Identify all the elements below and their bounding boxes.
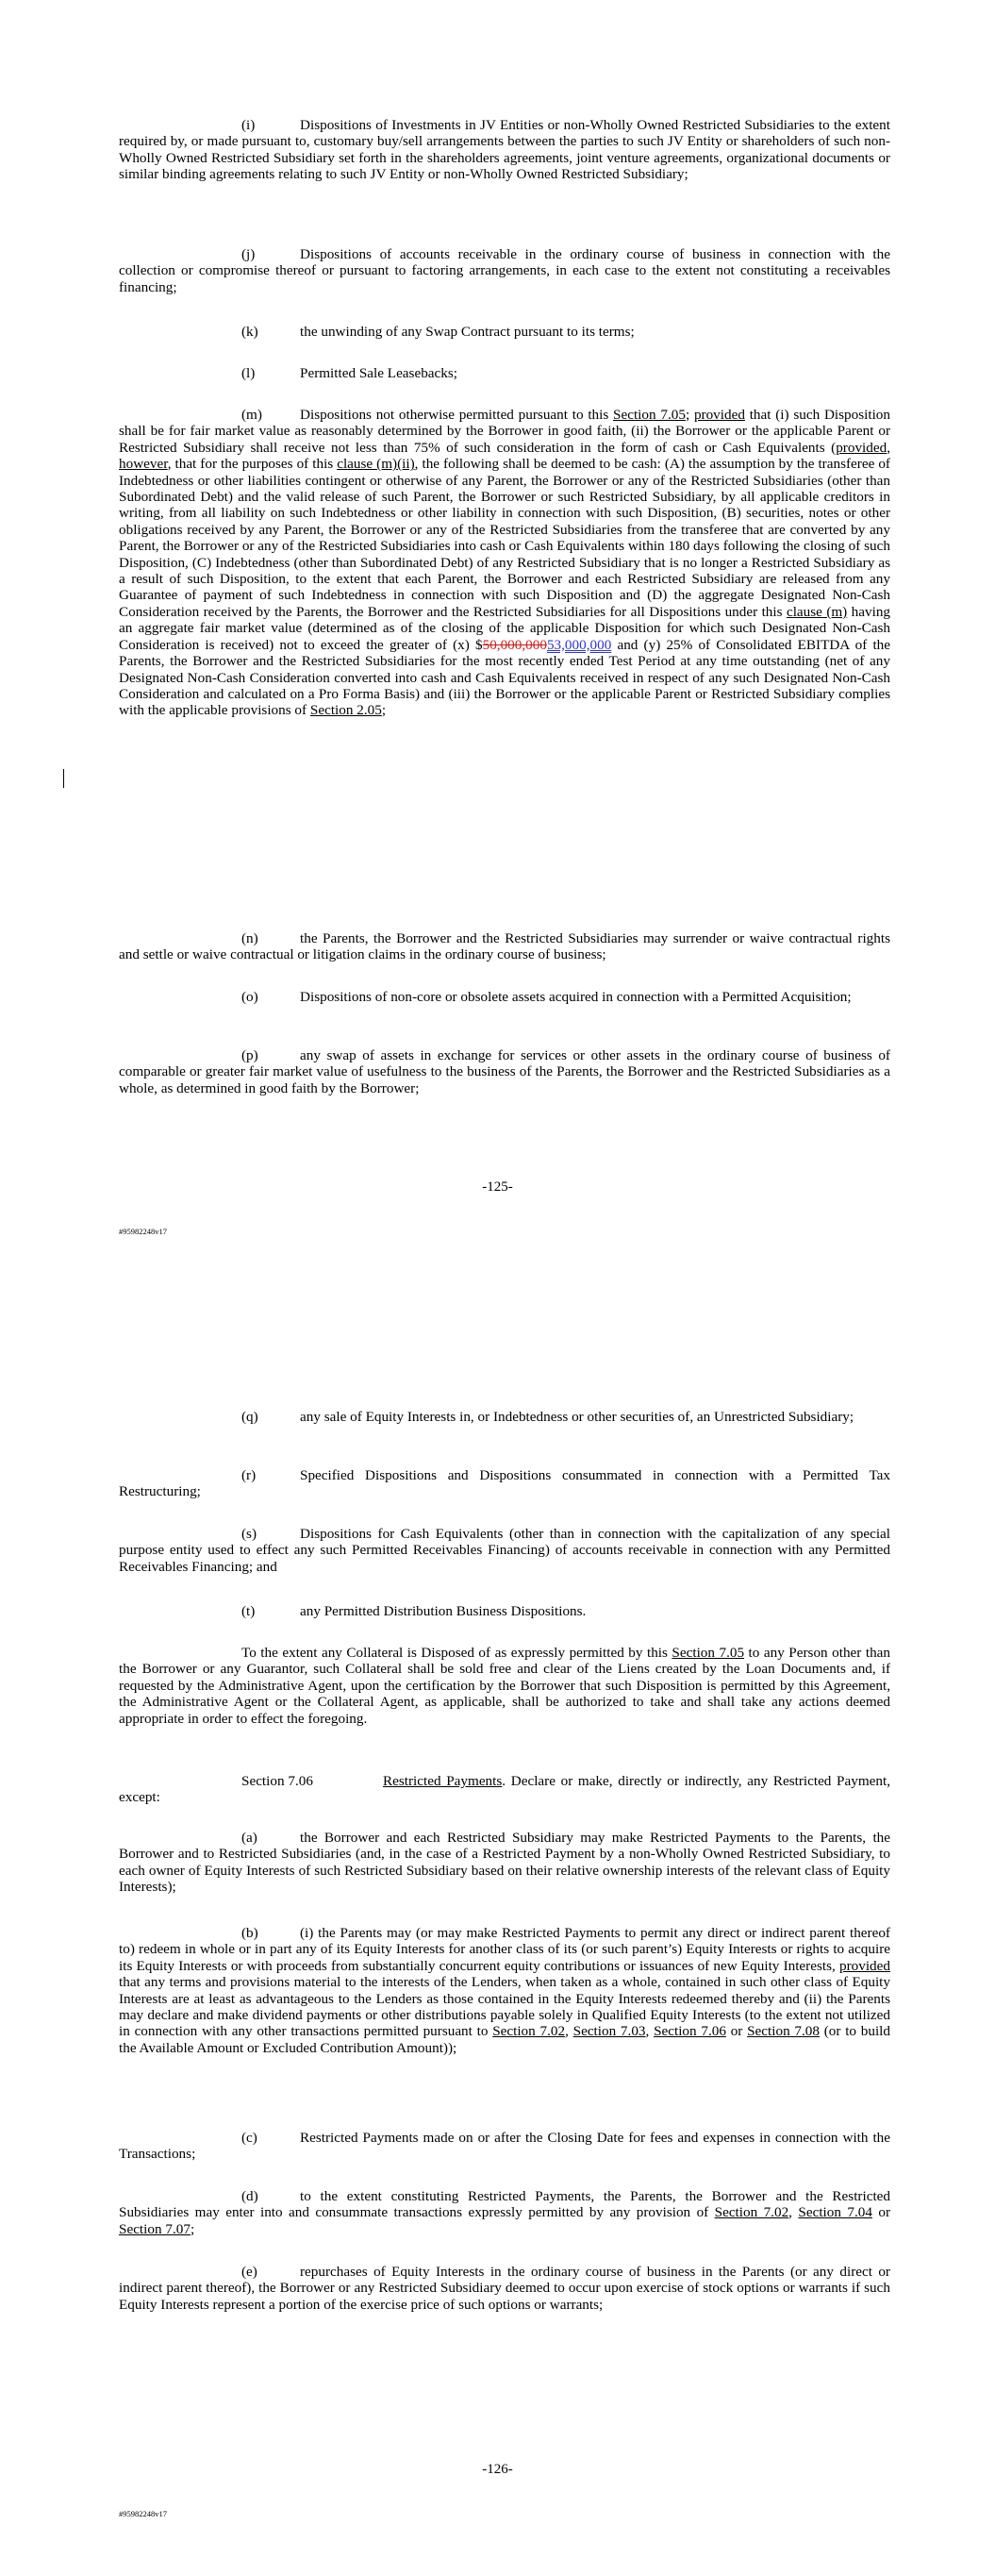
paragraph-t: (t) any Permitted Distribution Business Dispositions. <box>241 1603 587 1619</box>
document-id: #95982248v17 <box>119 2509 167 2518</box>
paragraph-d: (d) to the extent constituting Restricted Payments, the Parents, the Borrower and the Restricted Subsidiaries may enter into and consummate transactions expressly permitted by any provision of Section 7.02, Section 7.04 or Section 7.07; <box>119 2188 890 2237</box>
section-number: Section 7.06 <box>241 1773 313 1789</box>
page-number: -125- <box>482 1179 513 1195</box>
section-7-06-heading: Section 7.06 Restricted Payments. Declare or make, directly or indirectly, any Restricted Payment, except: <box>119 1773 890 1806</box>
paragraph-collateral-release: To the extent any Collateral is Disposed of as expressly permitted by this Section 7.05 to any Person other than the Borrower or any Guarantor, such Collateral shall be sold free and clear of the Liens created by the Loan Documents and, if requested by the Administrative Agent, upon the certification by the Borrower that such Disposition is permitted by this Agreement, the Administrative Agent or the Collateral Agent, as applicable, shall be authorized to take and shall take any actions deemed appropriate in order to effect the foregoing. <box>119 1645 890 1727</box>
provided-term: provided <box>836 439 887 456</box>
paragraph-e: (e) repurchases of Equity Interests in the ordinary course of business in the Parents (or any direct or indirect parent thereof), the Borrower or any Restricted Subsidiary deemed to occur upon exercise of stock options or warrants if such Equity Interests represent a portion of the exercise price of such options or warrants; <box>119 2264 890 2313</box>
section-7-06-reference: Section 7.06 <box>654 2023 726 2040</box>
deleted-amount: 50,000,000 <box>482 636 547 653</box>
section-7-05-reference: Section 7.05 <box>613 407 686 423</box>
paragraph-b: (b) (i) the Parents may (or may make Restricted Payments to permit any direct or indirect parent thereof to) redeem in whole or in part any of its Equity Interests for another class of its (or such parent’s) Equity Interests or rights to acquire its Equity Interests or with proceeds from substantially concurrent equity contributions or issuances of new Equity Interests, provided that any terms and provisions material to the interests of the Lenders, when taken as a whole, contained in such other class of Equity Interests are at least as advantageous to the Lenders as those contained in the Equity Interests redeemed thereby and (ii) the Parents may declare and make dividend payments or other distributions payable solely in Qualified Equity Interests (to the extent not utilized in connection with any other transactions permitted pursuant to Section 7.02, Section 7.03, Section 7.06 or Section 7.08 (or to build the Available Amount or Excluded Contribution Amount)); <box>119 1925 890 2056</box>
document-id: #95982248v17 <box>119 1227 167 1236</box>
paragraph-k: (k) the unwinding of any Swap Contract pursuant to its terms; <box>241 324 635 340</box>
however-term: however <box>119 456 168 473</box>
paragraph-p: (p) any swap of assets in exchange for services or other assets in the ordinary course of business of comparable or greater fair market value of usefulness to the business of the Parents, the Borrower and the Restricted Subsidiaries as a whole, as determined in good faith by the Borrower; <box>119 1047 890 1096</box>
paragraph-i: (i) Dispositions of Investments in JV Entities or non-Wholly Owned Restricted Subsidiaries to the extent required by, or made pursuant to, customary buy/sell arrangements between the parties to such JV Entity or shareholders of such non-Wholly Owned Restricted Subsidiary set forth in the shareholders agreements, joint venture agreements, organizational documents or similar binding agreements relating to such JV Entity or non-Wholly Owned Restricted Subsidiary; <box>119 117 890 183</box>
section-7-07-reference: Section 7.07 <box>119 2220 191 2237</box>
section-title: Restricted Payments <box>383 1773 503 1789</box>
page-number: -126- <box>482 2462 513 2477</box>
section-7-02-reference: Section 7.02 <box>492 2023 566 2040</box>
paragraph-q: (q) any sale of Equity Interests in, or Indebtedness or other securities of, an Unrestricted Subsidiary; <box>241 1409 854 1425</box>
change-bar <box>63 769 64 788</box>
section-7-08-reference: Section 7.08 <box>747 2023 820 2040</box>
section-7-02-reference: Section 7.02 <box>714 2204 789 2221</box>
inserted-amount: 53,000,000 <box>546 636 612 653</box>
paragraph-o: (o) Dispositions of non-core or obsolete assets acquired in connection with a Permitted Acquisition; <box>241 989 852 1005</box>
paragraph-a: (a) the Borrower and each Restricted Subsidiary may make Restricted Payments to the Parents, the Borrower and to Restricted Subsidiaries (and, in the case of a Restricted Payment by a non-Wholly Owned Restricted Subsidiary, to each owner of Equity Interests of such Restricted Subsidiary based on their relative ownership interests of the relevant class of Equity Interests); <box>119 1830 890 1896</box>
provided-term: provided <box>839 1957 890 1974</box>
paragraph-s: (s) Dispositions for Cash Equivalents (other than in connection with the capitalization of any special purpose entity used to effect any such Permitted Receivables Financing) of accounts receivable in connection with any Permitted Receivables Financing; and <box>119 1526 890 1575</box>
paragraph-l: (l) Permitted Sale Leasebacks; <box>241 365 458 381</box>
provided-term: provided <box>693 407 745 423</box>
section-7-03-reference: Section 7.03 <box>572 2023 646 2040</box>
section-7-05-reference: Section 7.05 <box>672 1645 745 1661</box>
paragraph-m: (m) Dispositions not otherwise permitted pursuant to this Section 7.05; provided that (i) such Disposition shall be for fair market value as reasonably determined by the Borrower in good faith, (ii) the Borrower or the applicable Parent or Restricted Subsidiary shall receive not less than 75% of such consideration in the form of cash or Cash Equivalents (provided, however, that for the purposes of this clause (m)(ii), the following shall be deemed to be cash: (A) the assumption by the transferee of Indebtedness or other liabilities contingent or otherwise of any Parent, the Borrower or any of the Restricted Subsidiaries (other than Subordinated Debt) and the valid release of such Parent, the Borrower or such Restricted Subsidiary, by all applicable creditors in writing, from all liability on such Indebtedness or other liability in connection with such Disposition, (B) securities, notes or other obligations received by any Parent, the Borrower or any of the Restricted Subsidiaries from the transferee that are converted by any Parent, the Borrower or any of the Restricted Subsidiaries into cash or Cash Equivalents within 180 days following the closing of such Disposition, (C) Indebtedness (other than Subordinated Debt) of any Restricted Subsidiary that is no longer a Restricted Subsidiary as a result of such Disposition, to the extent that each Parent, the Borrower and each Restricted Subsidiary are released from any Guarantee of payment of such Indebtedness in connection with such Disposition and (D) the aggregate Designated Non-Cash Consideration received by the Parents, the Borrower and the Restricted Subsidiaries for all Dispositions under this clause (m) having an aggregate fair market value (determined as of the closing of the applicable Disposition for which such Designated Non-Cash Consideration is received) not to exceed the greater of (x) $50,000,00053,000,000 and (y) 25% of Consolidated EBITDA of the Parents, the Borrower and the Restricted Subsidiaries for the most recently ended Test Period at any time outstanding (net of any Designated Non-Cash Consideration converted into cash and Cash Equivalents received in respect of any such Designated Non-Cash Consideration and calculated on a Pro Forma Basis) and (iii) the Borrower or the applicable Parent or Restricted Subsidiary complies with the applicable provisions of Section 2.05; <box>119 407 891 719</box>
paragraph-c: (c) Restricted Payments made on or after the Closing Date for fees and expenses in connection with the Transactions; <box>119 2130 890 2163</box>
page-126 <box>0 1288 995 2576</box>
paragraph-r: (r) Specified Dispositions and Dispositions consummated in connection with a Permitted Tax Restructuring; <box>119 1467 890 1500</box>
clause-m-reference: clause (m) <box>786 603 848 620</box>
section-2-05-reference: Section 2.05 <box>309 702 382 719</box>
section-7-04-reference: Section 7.04 <box>798 2204 872 2221</box>
paragraph-j: (j) Dispositions of accounts receivable in the ordinary course of business in connection with the collection or compromise thereof or pursuant to factoring arrangements, in each case to the extent not constituting a receivables financing; <box>119 246 890 295</box>
clause-m-ii-reference: clause (m)(ii) <box>337 456 415 473</box>
paragraph-n: (n) the Parents, the Borrower and the Restricted Subsidiaries may surrender or waive contractual rights and settle or waive contractual or litigation claims in the ordinary course of business; <box>119 930 890 963</box>
